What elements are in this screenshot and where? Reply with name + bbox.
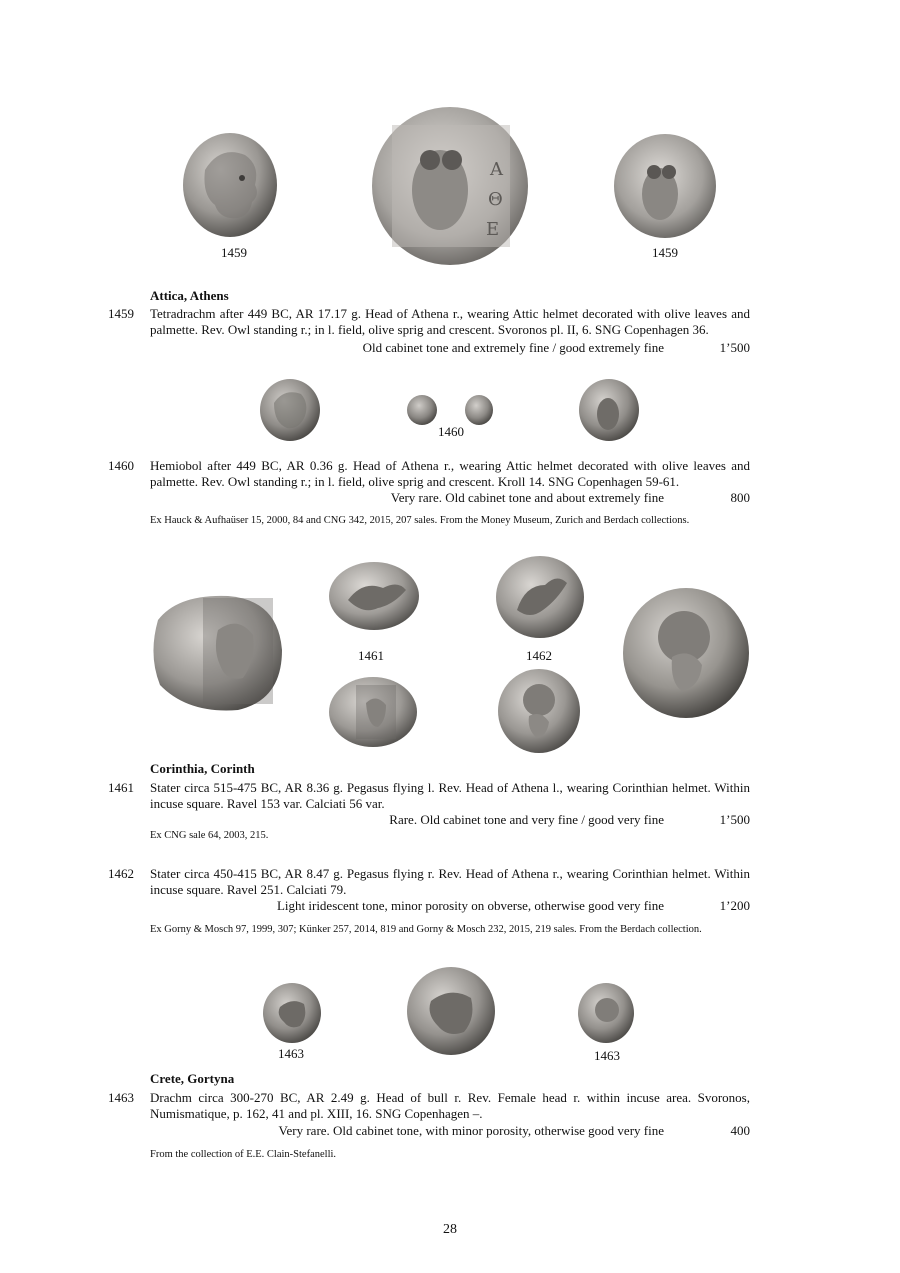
lot-price-1459: 1’500 bbox=[719, 340, 750, 355]
lot-grade-1462: Light iridescent tone, minor porosity on obverse, otherwise good very fine bbox=[276, 898, 664, 913]
coin-1463-reverse bbox=[577, 982, 635, 1044]
section-heading-crete: Crete, Gortyna bbox=[150, 1071, 235, 1086]
lot-number-1459: 1459 bbox=[108, 306, 134, 321]
figure-label-1463-left: 1463 bbox=[278, 1046, 304, 1061]
lot-provenance-1462: Ex Gorny & Mosch 97, 1999, 307; Künker 257, 2014, 819 and Gorny & Mosch 232, 2015, 219 sales. From the Berdach collection. bbox=[150, 924, 702, 935]
lot-number-1461: 1461 bbox=[108, 780, 134, 795]
svg-text:Θ: Θ bbox=[488, 189, 503, 210]
lot-grade-1463: Very rare. Old cabinet tone, with minor porosity, otherwise good very fine bbox=[278, 1123, 664, 1138]
coin-1462-obverse bbox=[495, 555, 585, 639]
lot-description-1460: Hemiobol after 449 BC, AR 0.36 g. Head of Athena r., wearing Attic helmet decorated with olive leaves and palmette. Rev. Owl standing r.; in l. field, olive sprig and crescent. Kroll 14. SNG Copenhagen 59-61. bbox=[150, 458, 750, 489]
section-heading-corinthia: Corinthia, Corinth bbox=[150, 761, 255, 776]
lot-provenance-1461: Ex CNG sale 64, 2003, 215. bbox=[150, 830, 269, 841]
lot-provenance-1460: Ex Hauck & Aufhaüser 15, 2000, 84 and CNG 342, 2015, 207 sales. From the Money Museum, Zurich and Berdach collections. bbox=[150, 515, 690, 526]
coin-1459-reverse bbox=[612, 132, 718, 240]
section-heading-attica: Attica, Athens bbox=[150, 288, 229, 303]
lot-price-1462: 1’200 bbox=[719, 898, 750, 913]
coin-1461-reverse-large bbox=[148, 590, 284, 714]
lot-price-1461: 1’500 bbox=[719, 812, 750, 827]
lot-grade-1459: Old cabinet tone and extremely fine / good extremely fine bbox=[362, 340, 664, 355]
coin-1460-reverse-small bbox=[464, 394, 494, 426]
lot-number-1462: 1462 bbox=[108, 866, 134, 881]
lot-description-1459: Tetradrachm after 449 BC, AR 17.17 g. Head of Athena r., wearing Attic helmet decorated with olive leaves and palmette. Rev. Owl standing r.; in l. field, olive sprig and crescent. Svoronos pl. II, 6. SNG Copenhagen 36. bbox=[150, 306, 750, 337]
lot-price-1463: 400 bbox=[730, 1123, 750, 1138]
figure-label-1459-right: 1459 bbox=[652, 245, 678, 260]
page-number: 28 bbox=[443, 1222, 457, 1237]
figure-label-1463-right: 1463 bbox=[594, 1048, 620, 1063]
figure-label-1462: 1462 bbox=[526, 648, 552, 663]
svg-text:Ε: Ε bbox=[486, 219, 500, 240]
lot-number-1460: 1460 bbox=[108, 458, 134, 473]
coin-1461-obverse bbox=[328, 560, 420, 632]
coin-1460-reverse-large bbox=[578, 378, 640, 442]
svg-text:Α: Α bbox=[490, 159, 503, 180]
coin-1463-obverse-large bbox=[406, 966, 496, 1056]
coin-1463-obverse bbox=[262, 982, 322, 1044]
lot-description-1463: Drachm circa 300-270 BC, AR 2.49 g. Head of bull r. Rev. Female head r. within incuse area. Svoronos, Numismatique, p. 162, 41 and pl. XIII, 16. SNG Copenhagen –. bbox=[150, 1090, 750, 1121]
coin-1460-obverse-large bbox=[259, 378, 321, 442]
coin-1460-obverse-small bbox=[406, 394, 438, 426]
figure-label-1460: 1460 bbox=[438, 424, 464, 439]
figure-label-1459-left: 1459 bbox=[221, 245, 247, 260]
lot-description-1461: Stater circa 515-475 BC, AR 8.36 g. Pegasus flying l. Rev. Head of Athena l., wearing Corinthian helmet. Within incuse square. Ravel 153 var. Calciati 56 var. bbox=[150, 780, 750, 811]
lot-number-1463: 1463 bbox=[108, 1090, 134, 1105]
coin-1461-reverse bbox=[328, 675, 418, 749]
lot-grade-1461: Rare. Old cabinet tone and very fine / good very fine bbox=[389, 812, 664, 827]
coin-1462-reverse-large bbox=[622, 587, 750, 719]
lot-grade-1460: Very rare. Old cabinet tone and about extremely fine bbox=[390, 490, 664, 505]
coin-1459-reverse-large bbox=[370, 105, 530, 267]
lot-provenance-1463: From the collection of E.E. Clain-Stefanelli. bbox=[150, 1149, 337, 1160]
lot-price-1460: 800 bbox=[730, 490, 750, 505]
coin-1462-reverse bbox=[497, 668, 581, 754]
coin-1459-obverse bbox=[180, 130, 280, 240]
lot-description-1462: Stater circa 450-415 BC, AR 8.47 g. Pegasus flying r. Rev. Head of Athena r., wearing Corinthian helmet. Within incuse square. Ravel 251. Calciati 79. bbox=[150, 866, 750, 897]
figure-label-1461: 1461 bbox=[358, 648, 384, 663]
